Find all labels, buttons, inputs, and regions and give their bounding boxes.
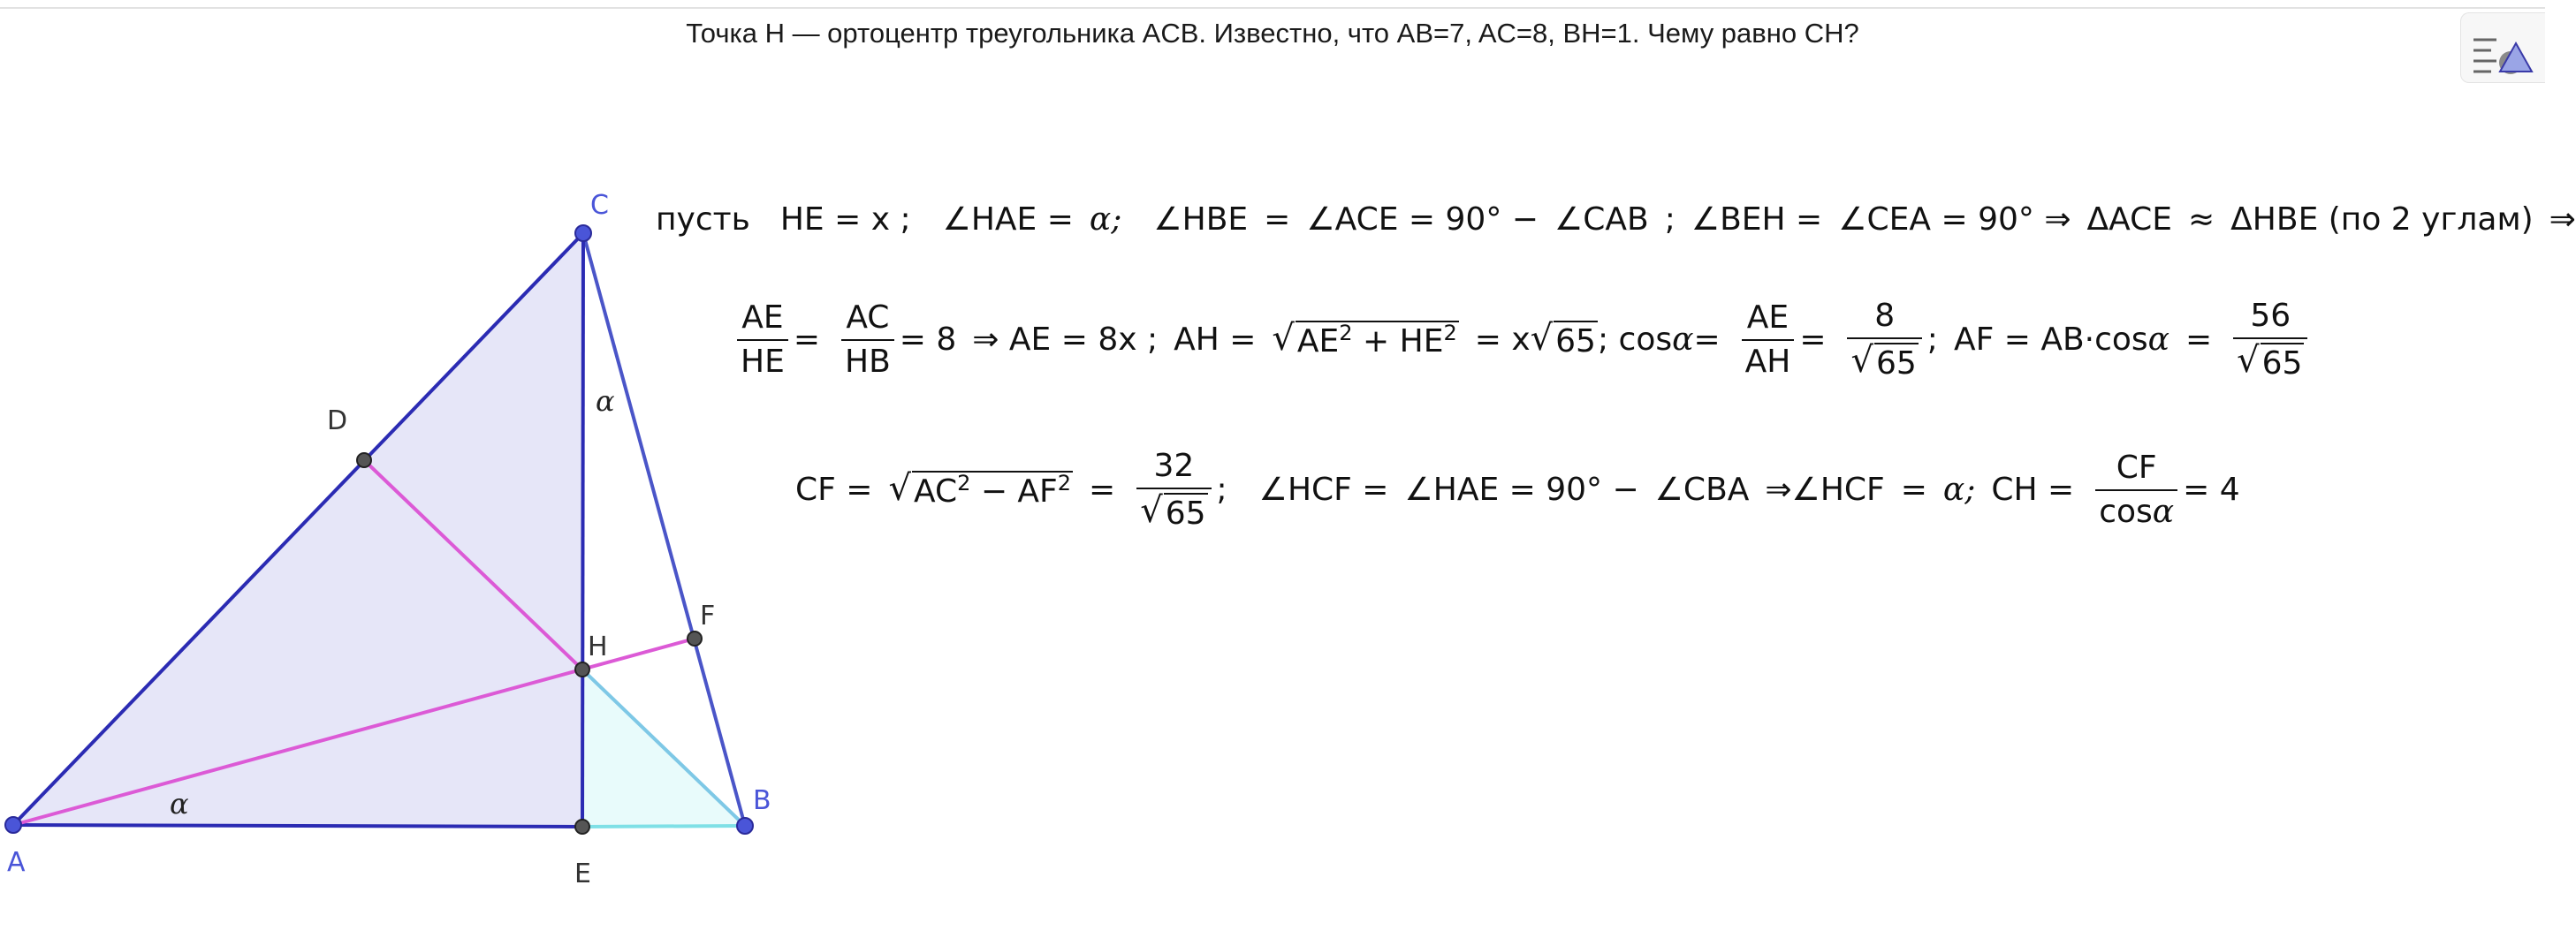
segment-eb <box>582 826 745 827</box>
label-a: A <box>7 847 26 878</box>
implies-1: ⇒ <box>2549 201 2576 238</box>
label-h: H <box>588 632 608 662</box>
solution-line-3: CF = √ $AC^2 - AF^2$ = 32 √ 65 ; ∠HCF = ∠HAE = 90° − ∠CBA ⇒∠HCF = α; CH = $\frac{CF}{\cos\alpha}$ = 4 <box>795 448 2240 532</box>
angle-alpha-c: α <box>596 384 615 418</box>
angle-beh: ∠BEH = <box>1691 201 1823 238</box>
segment-ae <box>13 825 582 827</box>
he-eq: HE = x ; <box>779 201 911 238</box>
solution-line-1 <box>656 201 2576 238</box>
ch-eq: CH = <box>1991 472 2075 509</box>
menu-shapes-icon <box>2461 13 2546 84</box>
cf-eq: CF = <box>795 472 873 509</box>
label-d: D <box>327 405 348 436</box>
problem-title: Точка H — ортоцентр треугольника ACB. Известно, что AB=7, AC=8, BH=1. Чему равно CH? <box>686 18 1859 49</box>
triangle-diagram <box>0 0 778 938</box>
semi-1: ; <box>1664 201 1676 238</box>
menu-button[interactable] <box>2460 12 2545 83</box>
ah-eq: AH = <box>1174 321 1257 359</box>
let-word: пусть <box>656 201 750 238</box>
angle-cab: ∠CAB <box>1554 201 1649 238</box>
tri-ace: ΔACE <box>2086 201 2172 238</box>
af-eq: AF = AB· <box>1953 321 2095 359</box>
sqrt-65-a: √ 65 <box>1530 317 1596 359</box>
point-e[interactable] <box>575 820 589 834</box>
frac-ac-hb: $\frac{AC}{HB}$ <box>841 300 894 379</box>
frac-32-sqrt65: 32 √ 65 <box>1136 449 1211 531</box>
eq-1: = <box>1264 201 1291 238</box>
point-h[interactable] <box>575 662 589 677</box>
angle-alpha-a: α <box>170 787 189 821</box>
sqrt-ac-af: √ $AC^2 - AF^2$ <box>888 467 1072 510</box>
frac-ae-he: $\frac{AE}{HE}$ <box>737 300 788 379</box>
angle-ace: ∠ACE = 90° − <box>1306 201 1539 238</box>
point-c[interactable] <box>575 225 591 241</box>
angle-cea: ∠CEA = 90° ⇒ <box>1838 201 2071 238</box>
angle-hae: ∠HAE = <box>942 201 1074 238</box>
label-b: B <box>753 785 771 816</box>
similar-sign: ≈ <box>2188 201 2215 238</box>
label-f: F <box>700 601 716 632</box>
point-f[interactable] <box>688 632 702 646</box>
angle-hcf: ∠HCF = <box>1258 472 1389 509</box>
angle-hbe: ∠HBE <box>1153 201 1249 238</box>
sqrt-ae-he: √ $AE^2 + HE^2$ <box>1272 317 1457 359</box>
label-e: E <box>574 859 591 889</box>
tri-hbe: ΔHBE (по 2 углам) <box>2230 201 2534 238</box>
ae-8x: ⇒ AE = 8x ; <box>972 321 1159 359</box>
frac-8-sqrt65: 8 √ 65 <box>1847 299 1921 381</box>
frac-56-sqrt65: 56 √ 65 <box>2233 299 2307 381</box>
solution-line-2: $\frac{AE}{HE}$ = $\frac{AC}{HB}$ = 8 ⇒ AE = 8x ; AH = √ $AE^2 + HE^2$ = x √ 65 ; cos α = $\frac{AE}{AH}$ = 8 √ 65 ; AF = AB· cos α = 56 √ 65 <box>732 299 2313 381</box>
altitude-ce <box>582 233 583 827</box>
label-c: C <box>590 190 609 221</box>
angle-cba: ∠CBA <box>1654 472 1750 509</box>
frac-ae-ah: $\frac{AE}{AH}$ <box>1742 300 1795 379</box>
point-b[interactable] <box>737 818 753 834</box>
point-d[interactable] <box>357 453 371 467</box>
point-a[interactable] <box>5 817 21 833</box>
frac-cf-cos: $\frac{CF}{\cos\alpha}$ <box>2095 450 2177 529</box>
implies-hcf: ⇒∠HCF <box>1765 472 1885 509</box>
alpha-1: α; <box>1089 201 1122 238</box>
answer: = 4 <box>2183 472 2240 509</box>
angle-hae-2: ∠HAE = 90° − <box>1404 472 1639 509</box>
